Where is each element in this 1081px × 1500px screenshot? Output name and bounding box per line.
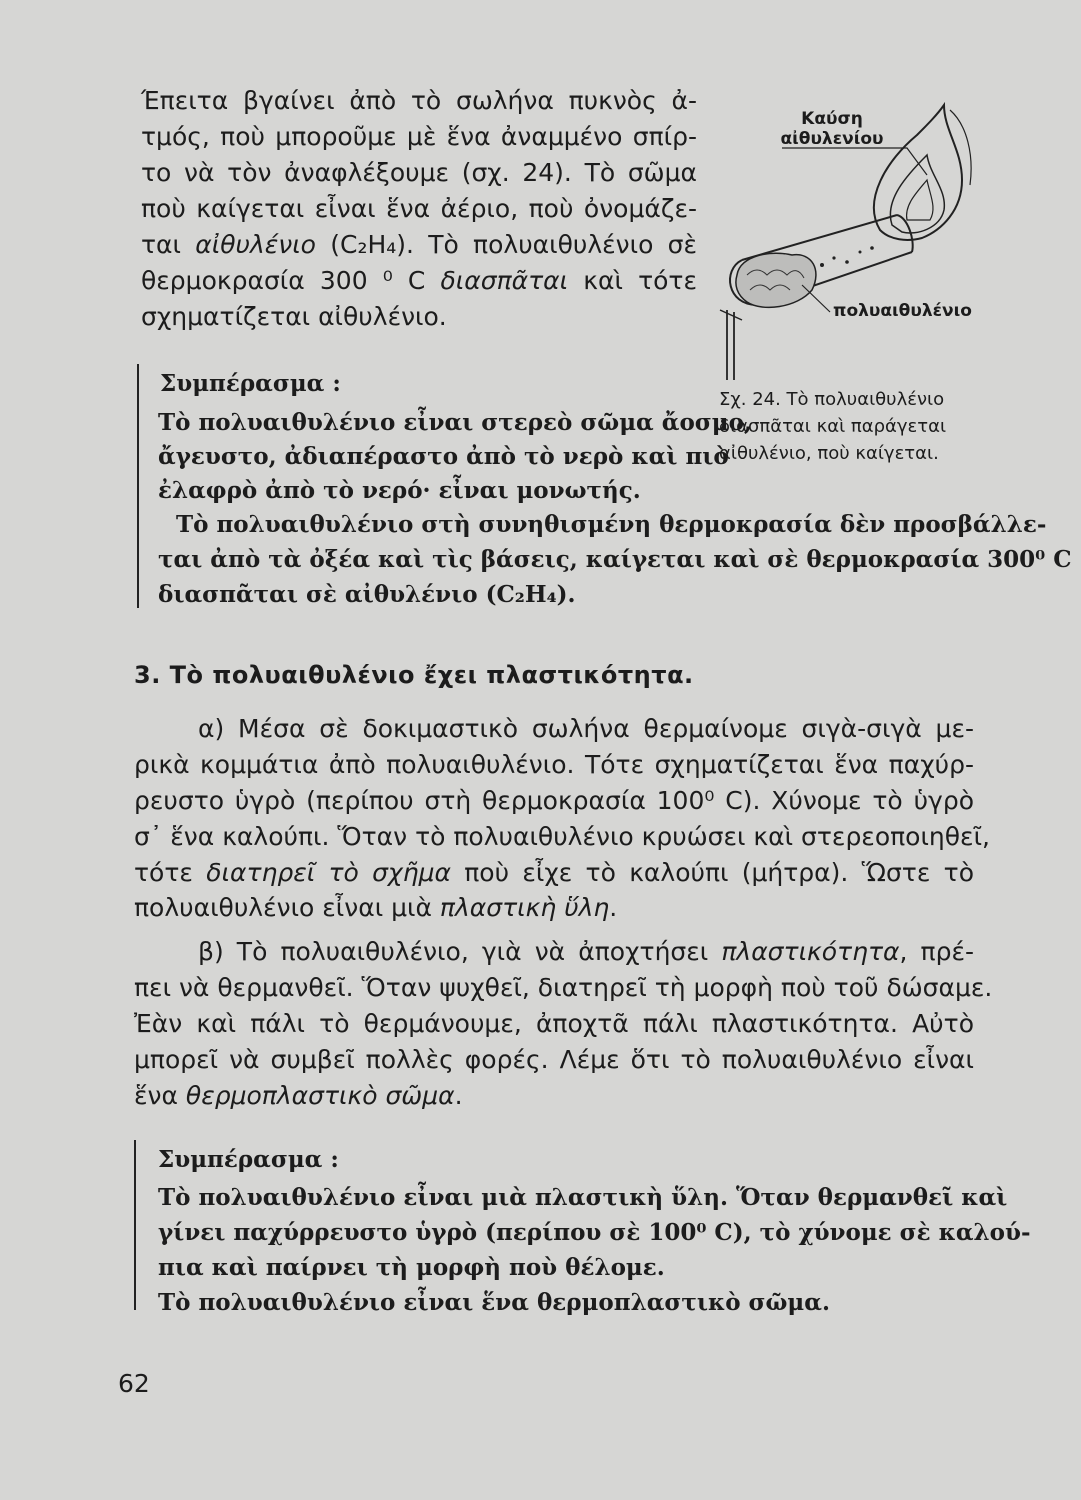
paragraph-line: [134, 893, 617, 922]
label-line: Καύση: [801, 109, 863, 129]
intro-line: τμός, ποὺ μποροῦμε μὲ ἕνα ἀναμμένο σπίρ-: [141, 122, 697, 151]
italic-term: αἰθυλένιο: [195, 230, 316, 259]
italic-term: διατηρεῖ τὸ σχῆμα: [206, 858, 451, 887]
conclusion-line: Τὸ πολυαιθυλένιο εἶναι στερεὸ σῶμα ἄοσμο,: [158, 409, 752, 436]
figure-caption: [719, 386, 946, 467]
caption-line: αἰθυλένιο, ποὺ καίγεται.: [719, 443, 939, 464]
conclusion-line: Τὸ πολυαιθυλένιο εἶναι ἕνα θερμοπλαστικὸ σῶμα.: [158, 1289, 830, 1316]
paragraph-line: ρικὰ κομμάτια ἀπὸ πολυαιθυλένιο. Τότε σχηματίζεται ἕνα παχύρ-: [134, 750, 974, 779]
paragraph-line: σ᾽ ἕνα καλούπι. Ὅταν τὸ πολυαιθυλένιο κρυώσει καὶ στερεοποιηθεῖ,: [134, 822, 990, 851]
text-run: , πρέ-: [899, 937, 974, 966]
conclusion-line: γίνει παχύρρευστο ὑγρὸ (περίπου σὲ 100⁰ C), τὸ χύνομε σὲ καλού-: [158, 1219, 1031, 1246]
italic-term: πλαστικὴ ὕλη: [439, 893, 610, 922]
conclusion-line: ται ἀπὸ τὰ ὀξέα καὶ τὶς βάσεις, καίγεται καὶ σὲ θερμοκρασία 300⁰ C: [158, 546, 1072, 573]
text-run: πολυαιθυλένιο εἶναι μιὰ: [134, 893, 440, 922]
text-run: (C₂H₄). Τὸ πολυαιθυλένιο σὲ: [315, 230, 697, 259]
conclusion-line: Τὸ πολυαιθυλένιο στὴ συνηθισμένη θερμοκρασία δὲν προσβάλλε-: [176, 511, 1047, 538]
conclusion-line: ἐλαφρὸ ἀπὸ τὸ νερό· εἶναι μονωτής.: [158, 477, 641, 504]
conclusion-line: διασπᾶται σὲ αἰθυλένιο (C₂H₄).: [158, 581, 576, 608]
intro-line: Έπειτα βγαίνει ἀπὸ τὸ σωλήνα πυκνὸς ἀ-: [141, 86, 697, 115]
caption-line: διασπᾶται καὶ παράγεται: [719, 416, 947, 437]
text-run: ποὺ εἶχε τὸ καλούπι (μήτρα). Ὥστε τὸ: [450, 858, 974, 887]
conclusion-border: [137, 364, 139, 608]
paragraph-line: Ἐὰν καὶ πάλι τὸ θερμάνουμε, ἀποχτᾶ πάλι πλαστικότητα. Αὐτὸ: [134, 1009, 974, 1038]
paragraph-line: [198, 937, 974, 966]
label-polyethylene: πολυαιθυλένιο: [833, 301, 972, 321]
italic-term: διασπᾶται: [440, 266, 569, 295]
paragraph-line: ρευστο ὑγρὸ (περίπου στὴ θερμοκρασία 100⁰ C). Χύνομε τὸ ὑγρὸ: [134, 786, 974, 815]
intro-line: σχηματίζεται αἰθυλένιο.: [141, 302, 447, 331]
conclusion-line: Τὸ πολυαιθυλένιο εἶναι μιὰ πλαστικὴ ὕλη. Ὅταν θερμανθεῖ καὶ: [158, 1184, 1008, 1211]
caption-line: Σχ. 24. Τὸ πολυαιθυλένιο: [719, 389, 945, 410]
paragraph-line: [134, 1081, 463, 1110]
conclusion-line: πια καὶ παίρνει τὴ μορφὴ ποὺ θέλομε.: [158, 1254, 665, 1281]
text-run: θερμοκρασία 300 ⁰ C: [141, 266, 441, 295]
text-run: τότε: [134, 858, 207, 887]
text-run: ἕνα: [134, 1081, 186, 1110]
italic-term: πλαστικότητα: [721, 937, 900, 966]
label-ethylene-combustion: [777, 109, 887, 149]
intro-line: το νὰ τὸν ἀναφλέξουμε (σχ. 24). Τὸ σῶμα: [141, 158, 697, 187]
intro-line: [141, 230, 697, 259]
label-line: αἰθυλενίου: [780, 129, 884, 149]
text-run: ται: [141, 230, 196, 259]
text-run: .: [609, 893, 618, 922]
conclusion-border: [134, 1140, 136, 1310]
italic-term: θερμοπλαστικὸ σῶμα: [185, 1081, 455, 1110]
intro-line: [141, 266, 697, 295]
paragraph-line: [134, 858, 974, 887]
conclusion-title: Συμπέρασμα :: [158, 1146, 339, 1173]
conclusion-line: ἄγευστο, ἀδιαπέραστο ἀπὸ τὸ νερὸ καὶ πιὸ: [158, 443, 729, 470]
page-number: 62: [118, 1369, 150, 1398]
text-run: β) Τὸ πολυαιθυλένιο, γιὰ νὰ ἀποχτήσει: [198, 937, 722, 966]
conclusion-title: Συμπέρασμα :: [160, 370, 341, 397]
paragraph-line: α) Μέσα σὲ δοκιμαστικὸ σωλήνα θερμαίνομε σιγὰ-σιγὰ με-: [198, 714, 974, 743]
paragraph-line: πει νὰ θερμανθεῖ. Ὅταν ψυχθεῖ, διατηρεῖ τὴ μορφὴ ποὺ τοῦ δώσαμε.: [134, 973, 993, 1002]
text-run: .: [454, 1081, 463, 1110]
section-heading: 3. Τὸ πολυαιθυλένιο ἔχει πλαστικότητα.: [134, 661, 694, 689]
paragraph-line: μπορεῖ νὰ συμβεῖ πολλὲς φορές. Λέμε ὅτι τὸ πολυαιθυλένιο εἶναι: [134, 1045, 974, 1074]
intro-line: ποὺ καίγεται εἶναι ἕνα ἀέριο, ποὺ ὀνομάζε-: [141, 194, 697, 223]
text-run: καὶ τότε: [568, 266, 697, 295]
